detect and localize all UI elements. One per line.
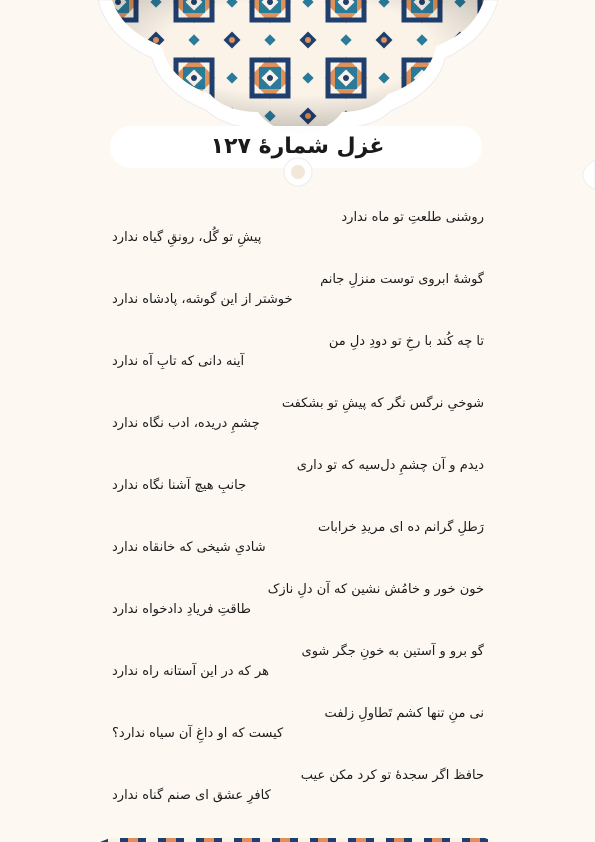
decorative-footer-band <box>0 832 595 842</box>
hemistich-first: نی منِ تنها کشم تَطاولِ زلفت <box>324 706 484 721</box>
couplet <box>112 519 484 559</box>
hemistich-second: هر که در این آستانه راه ندارد <box>112 664 269 679</box>
couplet <box>112 581 484 621</box>
hemistich-first: خون خور و خامُش نشین که آن دلِ نازک <box>267 582 484 597</box>
hemistich-first: روشنی طلعتِ تو ماه ندارد <box>341 210 484 225</box>
couplet <box>112 333 484 373</box>
couplet <box>112 705 484 745</box>
hemistich-first: گو برو و آستین به خونِ جگر شوی <box>301 644 484 659</box>
couplet <box>112 767 484 807</box>
hemistich-second: چشمِ دریده، ادب نگاه ندارد <box>112 416 260 431</box>
hemistich-second: خوشتر از این گوشه، پادشاه ندارد <box>112 292 293 307</box>
hemistich-first: گوشهٔ ابروی توست منزلِ جانم <box>320 272 484 287</box>
couplet <box>112 643 484 683</box>
hemistich-first: شوخیِ نرگس نگر که پیشِ تو بشکفت <box>281 396 484 411</box>
hemistich-second: کیست که او داغِ آن سیاه ندارد؟ <box>112 726 284 741</box>
hemistich-first: تا چه کُند با رخِ تو دودِ دلِ من <box>328 334 484 349</box>
page-title: غزل شمارهٔ ۱۲۷ <box>210 134 385 159</box>
couplet <box>112 209 484 249</box>
hemistich-first: رَطلِ گرانم ده ای مریدِ خرابات <box>318 520 484 535</box>
couplet <box>112 457 484 497</box>
hemistich-second: شادیِ شیخی که خانقاه ندارد <box>112 540 266 555</box>
hemistich-first: حافظ اگر سجدهٔ تو کرد مکن عیب <box>300 768 484 783</box>
couplet <box>112 395 484 435</box>
hemistich-second: کافرِ عشق ای صنم گناه ندارد <box>112 788 271 803</box>
hemistich-second: جانبِ هیچ آشنا نگاه ندارد <box>112 478 247 493</box>
hemistich-second: طاقتِ فریادِ دادخواه ندارد <box>112 602 251 617</box>
hemistich-second: پیشِ تو گُل، رونقِ گیاه ندارد <box>112 230 262 245</box>
hemistich-first: دیدم و آن چشمِ دل‌سیه که تو داری <box>296 458 484 473</box>
hemistich-second: آینه دانی که تابِ آه ندارد <box>112 354 245 369</box>
couplet <box>112 271 484 311</box>
